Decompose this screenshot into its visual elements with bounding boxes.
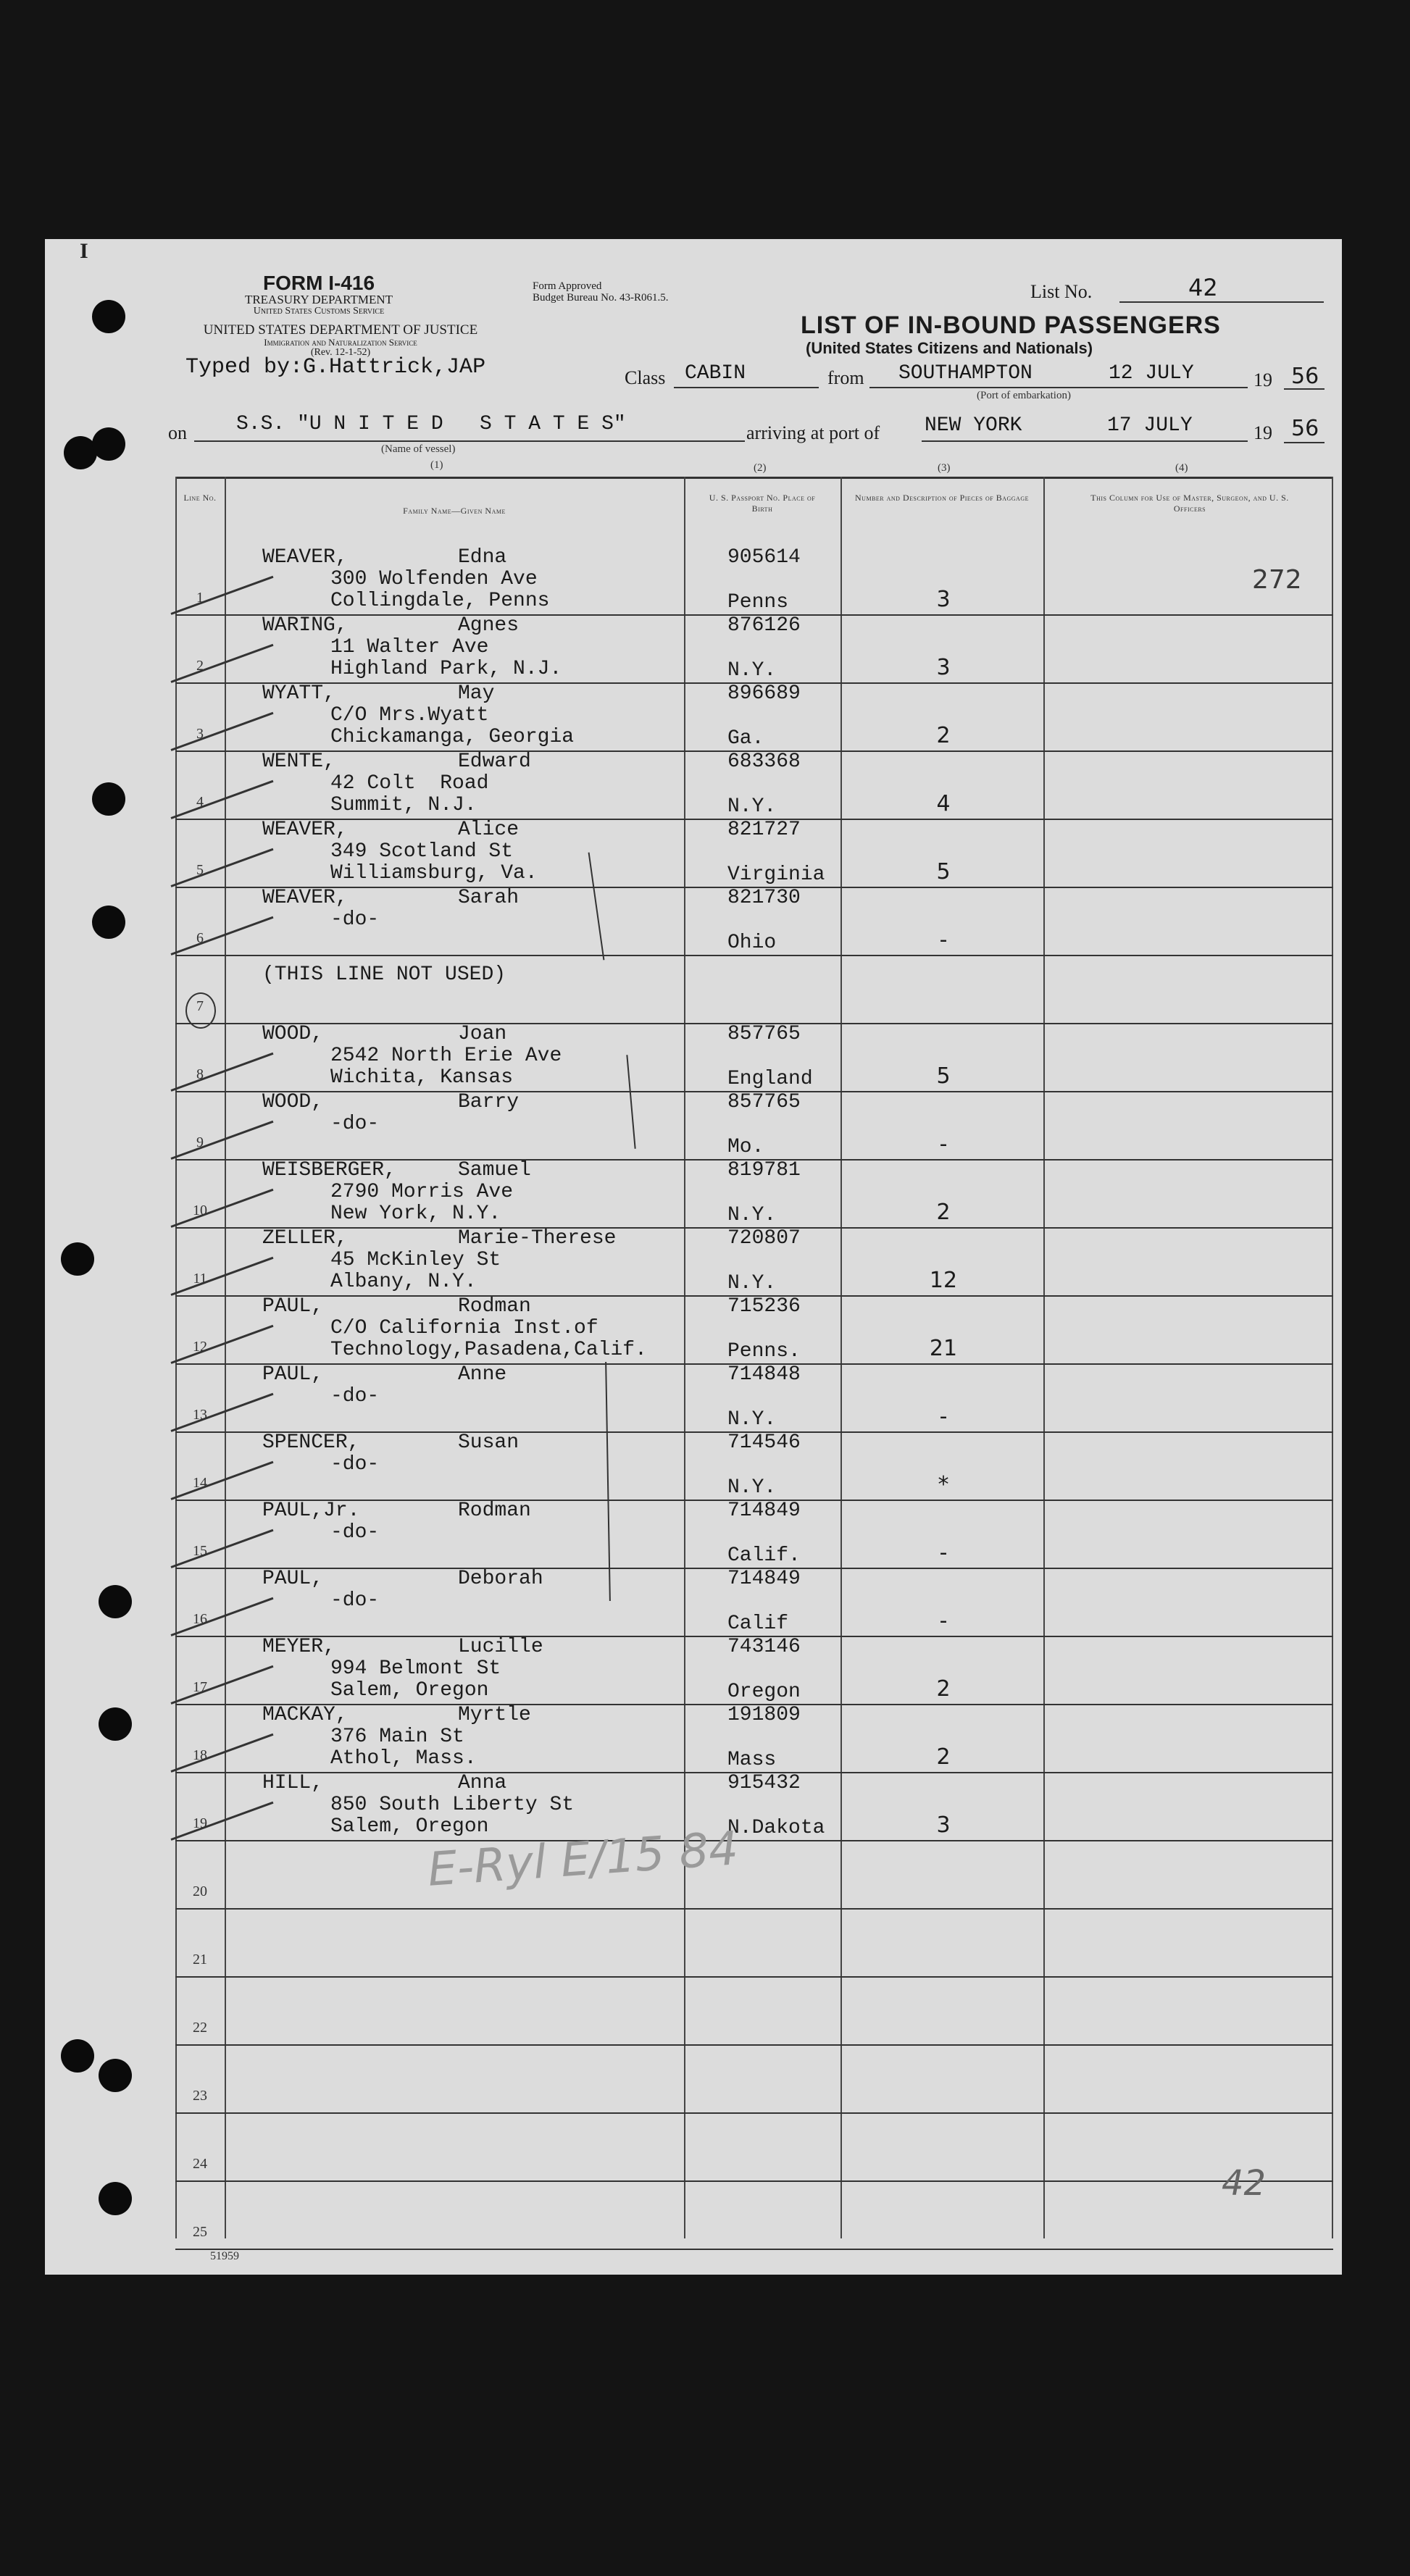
address-line-1: -do-: [330, 1113, 380, 1135]
bottom-right-note: 42: [1222, 2163, 1267, 2204]
embark-year: 56: [1291, 364, 1319, 389]
punch-hole: [99, 1585, 132, 1618]
family-name: MEYER,: [262, 1636, 335, 1658]
arrival-underline: [922, 440, 1248, 442]
address-line-1: -do-: [330, 1589, 380, 1612]
family-name: PAUL,: [262, 1363, 324, 1386]
officer-note: 272: [1252, 565, 1302, 595]
given-name: Marie-Therese: [458, 1227, 617, 1250]
form-id-block: [217, 272, 420, 317]
column-index-4: (4): [1175, 462, 1188, 474]
column-index-1: (1): [430, 459, 443, 471]
given-name: Alice: [458, 819, 520, 841]
form-number: FORM I-416: [262, 272, 375, 294]
column-header-line: Line No.: [183, 493, 217, 503]
column-header-officers: This Column for Use of Master, Surgeon, and U. S. Officers: [1090, 493, 1289, 514]
row-number: 22: [193, 2020, 207, 2036]
punch-hole: [99, 1707, 132, 1741]
passport-number: 743146: [727, 1636, 801, 1658]
corner-mark: I: [80, 239, 88, 263]
row-number: 21: [193, 1952, 207, 1967]
family-name: MACKAY,: [262, 1704, 348, 1726]
year-underline-2: [1284, 442, 1325, 443]
row-number: 19: [193, 1815, 207, 1831]
given-name: Susan: [458, 1431, 520, 1454]
row-number: 23: [193, 2088, 207, 2104]
birthplace: Calif: [727, 1613, 789, 1635]
family-name: PAUL,Jr.: [262, 1500, 360, 1522]
family-name: WEISBERGER,: [262, 1159, 396, 1182]
address-line-1: -do-: [330, 908, 380, 931]
given-name: Barry: [458, 1091, 520, 1113]
list-label: List No.: [1030, 281, 1093, 302]
given-name: Anna: [458, 1772, 507, 1794]
col-divider: [840, 477, 842, 2238]
document-title: LIST OF IN-BOUND PASSENGERS: [801, 311, 1221, 339]
address-line-1: -do-: [330, 1453, 380, 1476]
family-name: WEAVER,: [262, 819, 348, 841]
birthplace: N.Y.: [727, 1272, 777, 1295]
passport-number: 714848: [727, 1363, 801, 1386]
given-name: Edward: [458, 750, 531, 773]
approval-line1: Form Approved: [533, 280, 602, 292]
birthplace: Penns: [727, 591, 789, 614]
class-value: CABIN: [685, 362, 746, 385]
given-name: Joan: [458, 1023, 507, 1045]
baggage-count: 12: [929, 1268, 958, 1293]
family-name: SPENCER,: [262, 1431, 360, 1454]
given-name: Myrtle: [458, 1704, 531, 1726]
col-divider: [684, 477, 685, 2238]
baggage-count: 5: [936, 859, 951, 885]
punch-hole: [99, 2182, 132, 2215]
row-number: 20: [193, 1883, 207, 1899]
punch-hole: [92, 782, 125, 816]
given-name: Rodman: [458, 1295, 531, 1318]
row-number: 3: [196, 726, 204, 742]
baggage-count: -: [939, 1540, 948, 1565]
given-name: Sarah: [458, 887, 520, 909]
birthplace: N.Dakota: [727, 1817, 825, 1839]
justice-block: [174, 323, 507, 358]
passport-number: 714849: [727, 1500, 801, 1522]
address-line-2: Albany, N.Y.: [330, 1271, 477, 1293]
col-divider: [1332, 477, 1333, 2238]
birthplace: Ohio: [727, 932, 777, 954]
punch-hole: [61, 1242, 94, 1276]
address-line-1: 349 Scotland St: [330, 840, 514, 863]
row-number: 8: [196, 1066, 204, 1082]
row-number: 5: [196, 862, 204, 878]
vessel-name: S.S. "U N I T E D S T A T E S": [236, 413, 626, 435]
baggage-count: 2: [936, 723, 951, 748]
approval-line2: Budget Bureau No. 43-R061.5.: [533, 291, 669, 304]
list-underline: [1119, 301, 1324, 303]
passport-number: 857765: [727, 1091, 801, 1113]
given-name: Edna: [458, 546, 507, 569]
given-name: Anne: [458, 1363, 507, 1386]
address-line-1: 994 Belmont St: [330, 1657, 501, 1680]
on-label: on: [168, 422, 187, 443]
row-number: 11: [193, 1271, 207, 1287]
birthplace: Oregon: [727, 1681, 801, 1703]
year-underline-1: [1284, 388, 1325, 390]
birthplace: Penns.: [727, 1340, 801, 1363]
row-number: 17: [193, 1679, 207, 1695]
row-number: 7: [196, 998, 204, 1014]
family-name: ZELLER,: [262, 1227, 348, 1250]
approval-block: [533, 281, 764, 304]
given-name: Agnes: [458, 614, 520, 637]
column-index-3: (3): [938, 462, 951, 474]
form-dept: TREASURY DEPARTMENT: [244, 293, 393, 307]
birthplace: Virginia: [727, 863, 825, 886]
typed-by: Typed by:G.Hattrick,JAP: [185, 355, 486, 380]
table-top-rule: [175, 477, 1333, 479]
embark-date: 12 JULY: [1109, 362, 1194, 385]
address-line-1: -do-: [330, 1385, 380, 1408]
baggage-count: -: [939, 1132, 948, 1157]
family-name: WARING,: [262, 614, 348, 637]
birthplace: Mo.: [727, 1136, 764, 1158]
row-rule: [175, 1976, 1333, 1978]
address-line-1: C/O California Inst.of: [330, 1317, 598, 1339]
birthplace: N.Y.: [727, 1204, 777, 1226]
vessel-underline: [194, 440, 745, 442]
baggage-count: 2: [936, 1200, 951, 1225]
passport-number: 191809: [727, 1704, 801, 1726]
baggage-count: 2: [936, 1676, 951, 1702]
given-name: May: [458, 682, 495, 705]
arrival-year: 56: [1291, 416, 1319, 441]
baggage-count: 3: [936, 1812, 951, 1838]
address-line-1: 850 South Liberty St: [330, 1794, 575, 1816]
family-name: WEAVER,: [262, 546, 348, 569]
address-line-2: Williamsburg, Va.: [330, 862, 538, 885]
from-underline: [869, 387, 1248, 388]
passport-number: 720807: [727, 1227, 801, 1250]
address-line-1: 376 Main St: [330, 1726, 464, 1748]
address-line-1: 42 Colt Road: [330, 772, 489, 795]
address-line-1: 2542 North Erie Ave: [330, 1045, 562, 1067]
family-name: WENTE,: [262, 750, 335, 773]
arrival-date: 17 JULY: [1107, 414, 1193, 437]
birthplace: N.Y.: [727, 659, 777, 682]
document-subtitle: (United States Citizens and Nationals): [806, 339, 1093, 357]
address-line-2: Athol, Mass.: [330, 1747, 477, 1770]
row-number: 9: [196, 1134, 204, 1150]
birthplace: N.Y.: [727, 795, 777, 818]
row-number: 1: [196, 590, 204, 606]
passport-number: 915432: [727, 1772, 801, 1794]
birthplace: Calif.: [727, 1544, 801, 1567]
class-underline: [674, 387, 819, 388]
from-label: from: [827, 367, 864, 388]
punch-hole: [61, 2039, 94, 2073]
baggage-count: -: [939, 1404, 948, 1429]
row-number: 15: [193, 1543, 207, 1559]
form-footer: 51959: [210, 2250, 239, 2262]
port-caption: (Port of embarkation): [977, 390, 1071, 401]
list-number: 42: [1188, 274, 1218, 301]
baggage-count: -: [939, 927, 948, 953]
passport-number: 715236: [727, 1295, 801, 1318]
family-name: PAUL,: [262, 1295, 324, 1318]
row-rule: [175, 2044, 1333, 2046]
given-name: Samuel: [458, 1159, 531, 1182]
address-line-2: Technology,Pasadena,Calif.: [330, 1339, 647, 1361]
address-line-2: Salem, Oregon: [330, 1679, 489, 1702]
address-line-2: Chickamanga, Georgia: [330, 726, 575, 748]
address-line-1: 2790 Morris Ave: [330, 1181, 514, 1203]
address-line-1: 45 McKinley St: [330, 1249, 501, 1271]
row-number: 24: [193, 2156, 207, 2172]
family-name: HILL,: [262, 1772, 324, 1794]
arrival-port: NEW YORK: [925, 414, 1022, 437]
year-prefix-2: 19: [1253, 422, 1272, 443]
baggage-count: 2: [936, 1744, 951, 1770]
row-number: 13: [193, 1407, 207, 1423]
row-rule: [175, 1908, 1333, 1910]
row-rule: [175, 2112, 1333, 2114]
year-prefix-1: 19: [1253, 369, 1272, 390]
family-name: WEAVER,: [262, 887, 348, 909]
given-name: Rodman: [458, 1500, 531, 1522]
address-line-1: -do-: [330, 1521, 380, 1544]
family-name: WOOD,: [262, 1091, 324, 1113]
address-line-1: 300 Wolfenden Ave: [330, 568, 538, 590]
form-service: United States Customs Service: [253, 306, 385, 317]
row-rule: [175, 2249, 1333, 2250]
col-divider: [225, 477, 226, 2238]
passenger-table: [175, 477, 1333, 2238]
class-label: Class: [625, 367, 666, 388]
passport-number: 821730: [727, 887, 801, 909]
baggage-count: 3: [936, 655, 951, 680]
baggage-count: -: [939, 1608, 948, 1634]
row-rule: [175, 2180, 1333, 2182]
arriving-label: arriving at port of: [746, 422, 880, 443]
passport-number: 876126: [727, 614, 801, 637]
baggage-count: 21: [929, 1336, 958, 1361]
punch-hole: [99, 2059, 132, 2092]
row-number: 16: [193, 1611, 207, 1627]
embark-port: SOUTHAMPTON: [898, 362, 1033, 385]
address-line-1: 11 Walter Ave: [330, 636, 489, 658]
row-number: 6: [196, 930, 204, 946]
birthplace: Mass: [727, 1749, 777, 1771]
row-number: 14: [193, 1475, 207, 1491]
punch-hole: [92, 427, 125, 461]
punch-hole: [92, 906, 125, 939]
punch-hole: [92, 300, 125, 333]
column-header-passport: U. S. Passport No. Place of Birth: [709, 493, 816, 514]
baggage-count: 3: [936, 587, 951, 612]
row-number: 12: [193, 1339, 207, 1355]
justice-line2: Immigration and Naturalization Service: [264, 336, 417, 348]
family-name: WOOD,: [262, 1023, 324, 1045]
family-name: WYATT,: [262, 682, 335, 705]
form-rev: (Rev. 12-1-52): [310, 346, 371, 358]
address-line-2: Highland Park, N.J.: [330, 658, 562, 680]
address-line-2: Summit, N.J.: [330, 794, 477, 816]
birthplace: England: [727, 1068, 813, 1090]
line-not-used: (THIS LINE NOT USED): [262, 963, 506, 986]
passport-number: 683368: [727, 750, 801, 773]
column-header-name: Family Name—Given Name: [403, 506, 506, 516]
line-seven-circle: [185, 992, 216, 1029]
given-name: Lucille: [458, 1636, 543, 1658]
vessel-caption: (Name of vessel): [381, 443, 456, 455]
address-line-1: C/O Mrs.Wyatt: [330, 704, 489, 727]
pencil-note: E-Ryl E/15 84: [425, 1822, 741, 1897]
column-index-2: (2): [754, 462, 767, 474]
row-number: 10: [193, 1203, 207, 1218]
baggage-count: 4: [936, 791, 951, 816]
birthplace: N.Y.: [727, 1408, 777, 1431]
address-line-2: Salem, Oregon: [330, 1815, 489, 1838]
column-header-baggage: Number and Description of Pieces of Baggage: [855, 493, 1029, 503]
given-name: Deborah: [458, 1568, 543, 1590]
address-line-2: Wichita, Kansas: [330, 1066, 514, 1089]
row-number: 2: [196, 658, 204, 674]
passport-number: 714849: [727, 1568, 801, 1590]
row-number: 4: [196, 794, 204, 810]
birthplace: N.Y.: [727, 1476, 777, 1499]
row-number: 25: [193, 2224, 207, 2240]
row-number: 18: [193, 1747, 207, 1763]
passport-number: 896689: [727, 682, 801, 705]
baggage-count: *: [938, 1472, 949, 1497]
passport-number: 857765: [727, 1023, 801, 1045]
address-line-2: Collingdale, Penns: [330, 590, 550, 612]
passport-number: 821727: [727, 819, 801, 841]
birthplace: Ga.: [727, 727, 764, 750]
col-divider: [1043, 477, 1045, 2238]
passport-number: 714546: [727, 1431, 801, 1454]
family-name: PAUL,: [262, 1568, 324, 1590]
baggage-count: 5: [936, 1063, 951, 1089]
passport-number: 819781: [727, 1159, 801, 1182]
justice-line1: UNITED STATES DEPARTMENT OF JUSTICE: [203, 322, 478, 338]
passport-number: 905614: [727, 546, 801, 569]
address-line-2: New York, N.Y.: [330, 1203, 501, 1225]
row-rule: [175, 1840, 1333, 1841]
row-rule: [175, 955, 1333, 956]
